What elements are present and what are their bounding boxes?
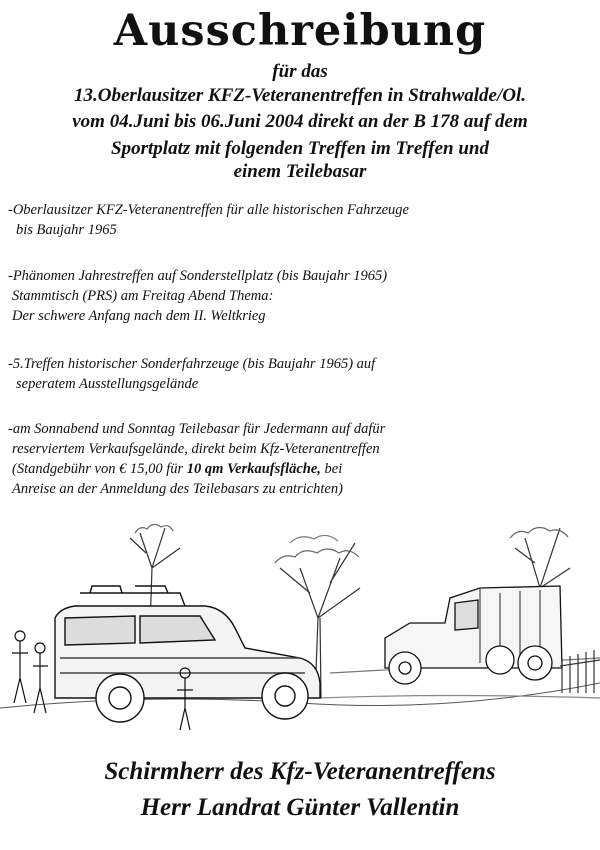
item2-line1: -Phänomen Jahrestreffen auf Sonderstellplatz (bis Baujahr 1965) (8, 268, 388, 284)
item-sonderfahrzeuge (8, 354, 593, 394)
item4-line3-c: bei (320, 461, 343, 477)
item4-line1: -am Sonnabend und Sonntag Teilebasar für Jedermann auf dafür (8, 421, 386, 437)
item3-line1: -5.Treffen historischer Sonderfahrzeuge (bis Baujahr 1965) auf (8, 356, 376, 372)
item3-line2: seperatem Ausstellungsgelände (16, 376, 199, 392)
item-phaenomen (8, 266, 593, 326)
item1-line2: bis Baujahr 1965 (16, 222, 117, 238)
header-fuer: für das (272, 61, 328, 82)
item4-line3-a: (Standgebühr von € 15,00 für (12, 461, 187, 477)
item2-line2: Stammtisch (PRS) am Freitag Abend Thema: (12, 288, 274, 304)
item4-line2: reserviertem Verkaufsgelände, direkt beim Kfz-Veteranentreffen (12, 441, 380, 457)
right-vehicle (385, 586, 562, 684)
item2-line3: Der schwere Anfang nach dem II. Weltkrieg (12, 308, 266, 324)
item-teilebasar (8, 419, 593, 499)
item4-line3 (8, 459, 593, 479)
document-title: Ausschreibung (113, 6, 487, 56)
footer-line-1: Schirmherr des Kfz-Veteranentreffens (104, 758, 496, 785)
item1-line1: -Oberlausitzer KFZ-Veteranentreffen für alle historischen Fahrzeuge (8, 202, 409, 218)
footer-line-2: Herr Landrat Günter Vallentin (140, 794, 460, 821)
left-vehicle (55, 586, 320, 722)
header-line-2: vom 04.Juni bis 06.Juni 2004 direkt an der B 178 auf dem (72, 111, 528, 132)
header-line-1: 13.Oberlausitzer KFZ-Veteranentreffen in Strahwalde/Ol. (73, 85, 526, 106)
item-veteranentreffen (8, 200, 593, 240)
item4-line4: Anreise an der Anmeldung des Teilebasars zu entrichten) (12, 481, 343, 497)
header-line-3: Sportplatz mit folgenden Treffen im Treffen und (111, 138, 489, 159)
header-line-4: einem Teilebasar (233, 161, 367, 182)
vintage-cars-illustration (0, 508, 600, 743)
item4-line3-bold: 10 qm Verkaufsfläche, (186, 461, 321, 477)
